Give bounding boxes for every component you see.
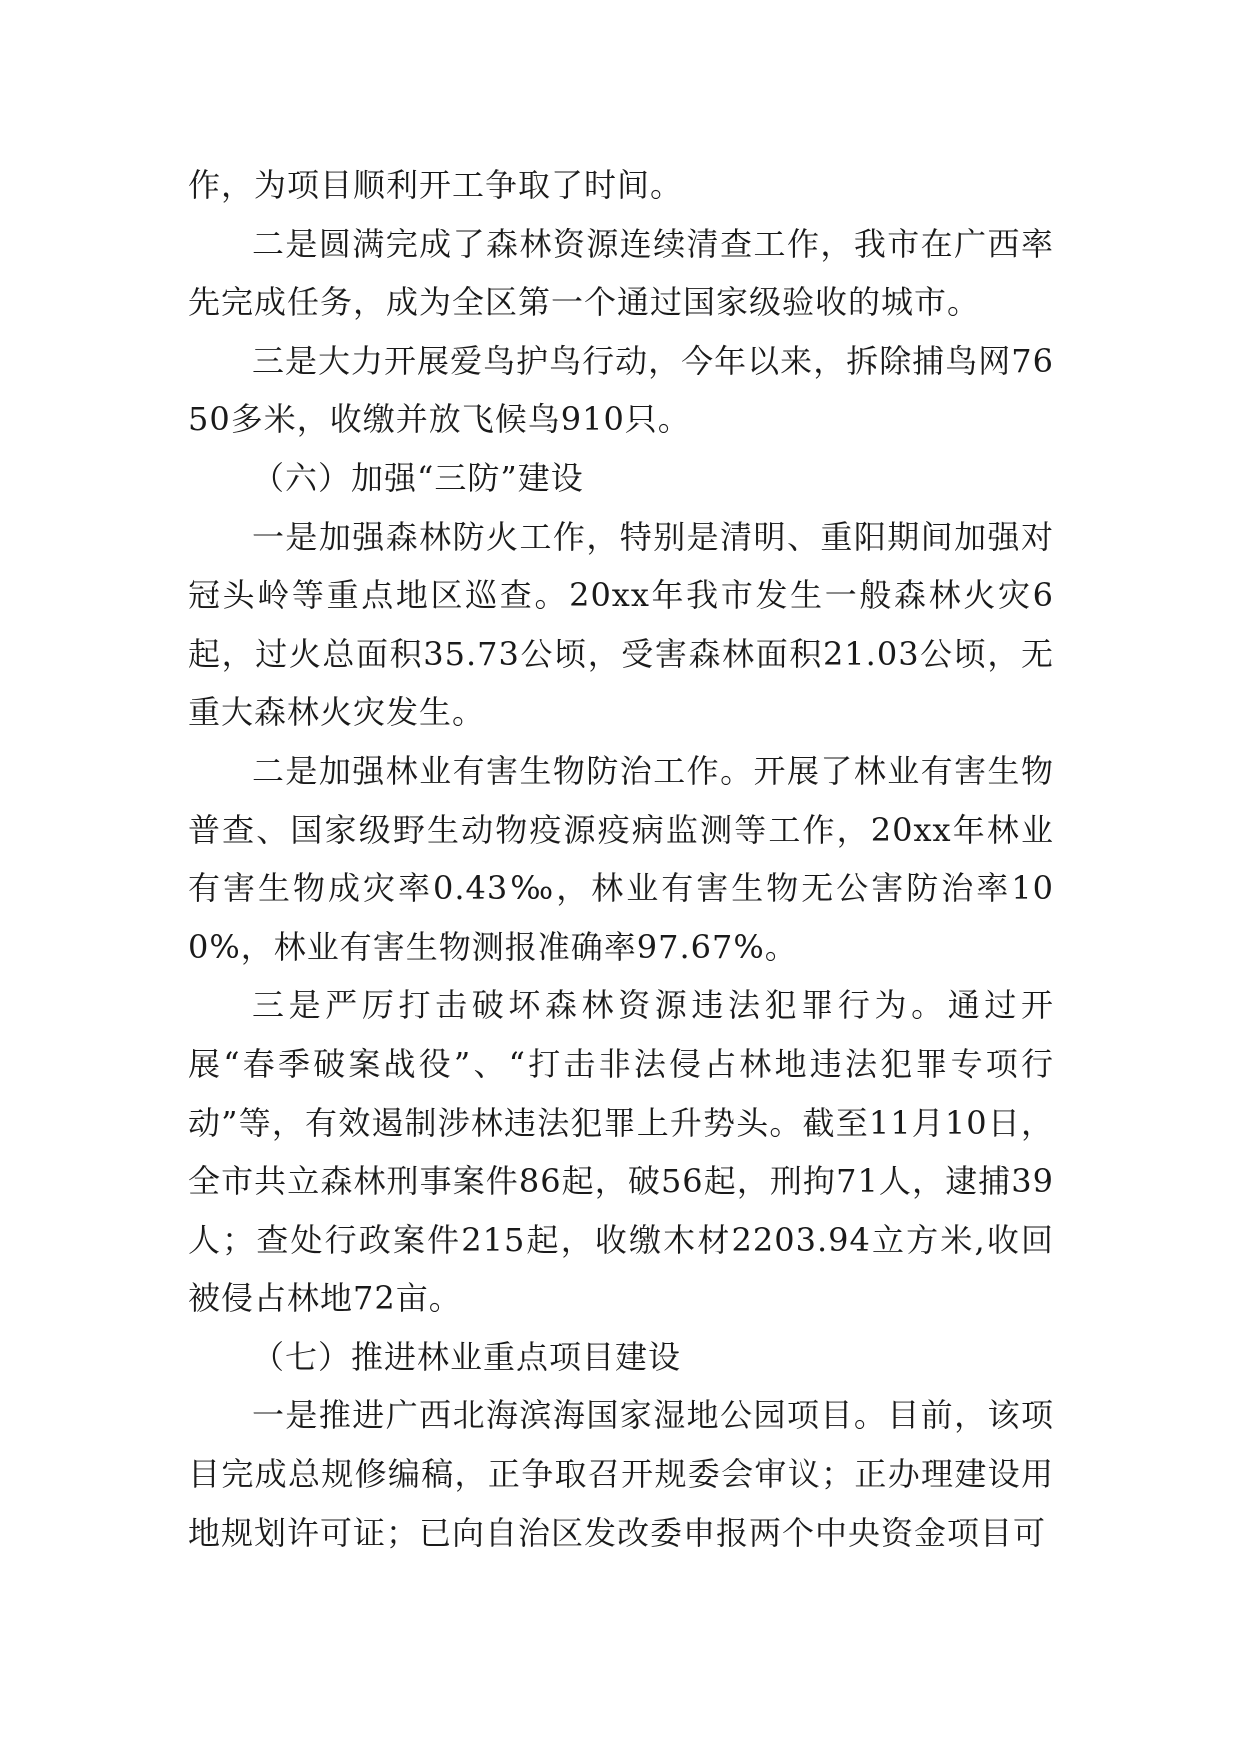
- section-heading-six: （六）加强“三防”建设: [252, 458, 584, 497]
- paragraph-pest-control: 二是加强林业有害生物防治工作。开展了林业有害生物普查、国家级野生动物疫源疫病监测等工作，20xx年林业有害生物成灾率0.43‰，林业有害生物无公害防治率100%，林业有害生物测报准确率97.67%。: [188, 751, 1054, 966]
- paragraph-law-enforcement: 三是严厉打击破坏森林资源违法犯罪行为。通过开展“春季破案战役”、“打击非法侵占林地违法犯罪专项行动”等，有效遏制涉林违法犯罪上升势头。截至11月10日，全市共立森林刑事案件86起，破56起，刑拘71人，逮捕39人；查处行政案件215起，收缴木材2203.94立方米,收回被侵占林地72亩。: [188, 986, 1054, 1318]
- paragraph-forest-inventory: 二是圆满完成了森林资源连续清查工作，我市在广西率先完成任务，成为全区第一个通过国家级验收的城市。: [188, 224, 1054, 322]
- document-body: [188, 156, 1054, 1562]
- paragraph-wetland-park: 一是推进广西北海滨海国家湿地公园项目。目前，该项目完成总规修编稿，正争取召开规委会审议；正办理建设用地规划许可证；已向自治区发改委申报两个中央资金项目可: [188, 1396, 1054, 1552]
- paragraph-bird-protection: 三是大力开展爱鸟护鸟行动，今年以来，拆除捕鸟网7650多米，收缴并放飞候鸟910只。: [188, 341, 1054, 439]
- section-heading-seven: （七）推进林业重点项目建设: [252, 1337, 682, 1376]
- paragraph-fire-prevention: 一是加强森林防火工作，特别是清明、重阳期间加强对冠头岭等重点地区巡查。20xx年我市发生一般森林火灾6起，过火总面积35.73公顷，受害森林面积21.03公顷，无重大森林火灾发生。: [188, 517, 1054, 732]
- paragraph-continuation: 作，为项目顺利开工争取了时间。: [188, 166, 684, 204]
